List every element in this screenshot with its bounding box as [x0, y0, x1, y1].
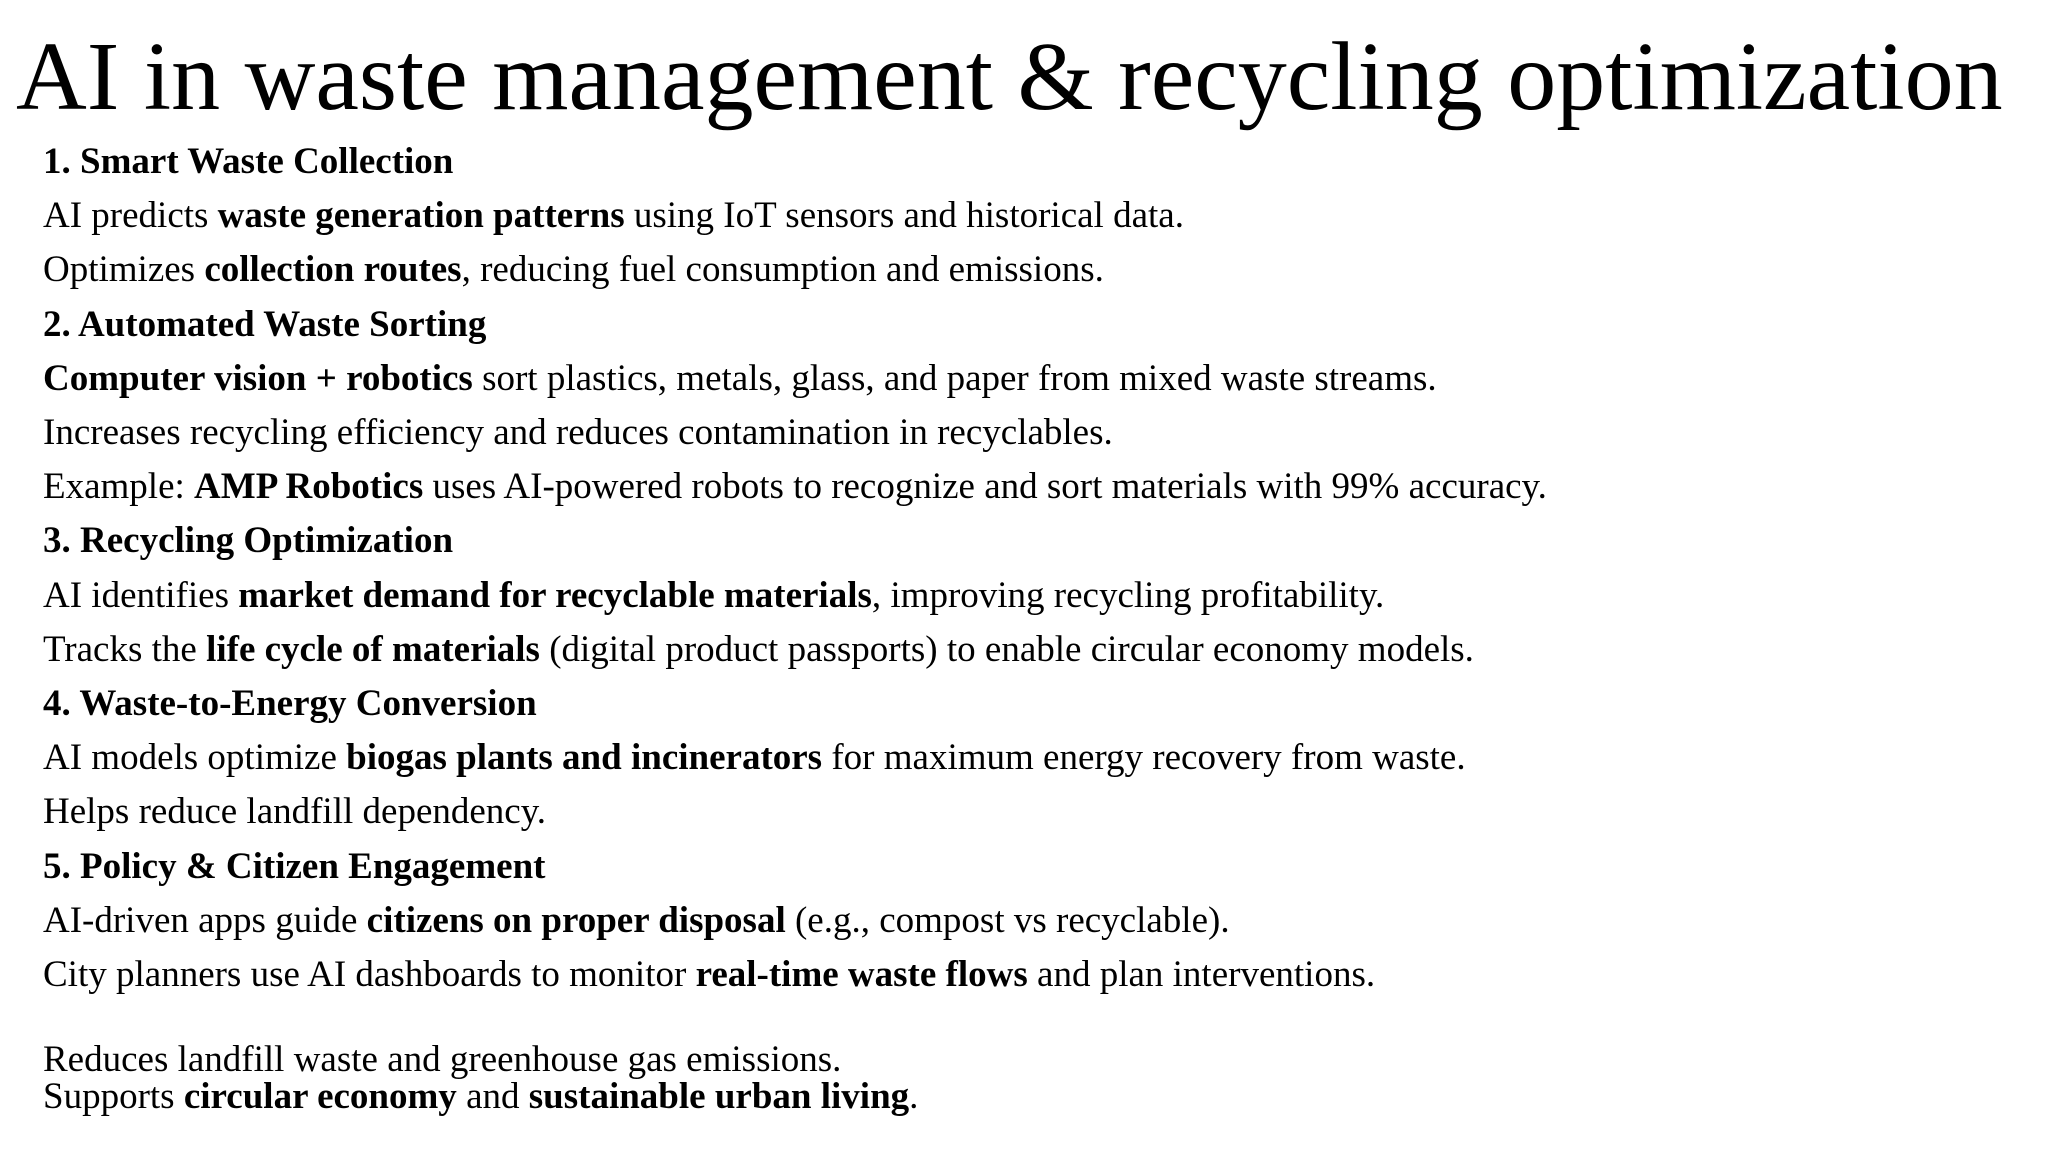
- bullet-line: [43, 460, 2023, 514]
- summary-line: [43, 1041, 2023, 1078]
- text-run: for maximum energy recovery from waste.: [822, 737, 1466, 779]
- text-run: (e.g., compost vs recyclable).: [785, 899, 1230, 941]
- bullet-line: [43, 352, 2023, 406]
- section-heading: 3. Recycling Optimization: [43, 520, 454, 562]
- text-run: AI predicts: [43, 195, 218, 237]
- slide-title: AI in waste management & recycling optimization: [16, 23, 2003, 131]
- section-recycling-optimization: [43, 514, 2023, 677]
- text-run: AI identifies: [43, 574, 239, 616]
- text-run-bold: waste generation patterns: [217, 195, 625, 237]
- section-heading: 2. Automated Waste Sorting: [43, 303, 487, 345]
- bullet-line: [43, 406, 2023, 460]
- bullet-line: [43, 243, 2023, 297]
- text-run: Optimizes: [43, 249, 205, 291]
- text-run: and plan interventions.: [1027, 954, 1376, 996]
- text-run: uses AI-powered robots to recognize and sort materials with 99% accuracy.: [423, 466, 1547, 508]
- section-waste-to-energy: [43, 677, 2023, 840]
- text-run-bold: sustainable urban living: [528, 1076, 910, 1117]
- bullet-line: [43, 948, 2023, 1002]
- text-run: (digital product passports) to enable circular economy models.: [539, 628, 1474, 670]
- text-run: City planners use AI dashboards to monitor: [43, 954, 696, 996]
- section-heading: 1. Smart Waste Collection: [43, 141, 454, 182]
- section-heading: 5. Policy & Citizen Engagement: [43, 845, 546, 887]
- bullet-line: [43, 623, 2023, 677]
- text-run: Tracks the: [43, 628, 207, 670]
- text-run-bold: AMP Robotics: [194, 466, 424, 508]
- text-run-bold: Computer vision + robotics: [43, 357, 473, 399]
- text-run: Supports: [43, 1076, 184, 1117]
- text-run: Increases recycling efficiency and reduces contamination in recyclables.: [43, 412, 1113, 454]
- bullet-line: [43, 731, 2023, 785]
- text-run: Helps reduce landfill dependency.: [43, 791, 547, 833]
- summary-block: [43, 1041, 2023, 1115]
- text-run-bold: citizens on proper disposal: [366, 899, 786, 941]
- text-run-bold: market demand for recyclable materials: [238, 574, 872, 616]
- text-run-bold: biogas plants and incinerators: [346, 737, 823, 779]
- bullet-line: [43, 569, 2023, 623]
- text-run-bold: circular economy: [183, 1076, 457, 1117]
- text-run: Example:: [43, 466, 195, 508]
- text-run: .: [909, 1076, 919, 1117]
- text-run: and: [456, 1076, 529, 1117]
- text-run-bold: life cycle of materials: [206, 628, 540, 670]
- bullet-line: [43, 785, 2023, 839]
- text-run-bold: collection routes: [204, 249, 462, 291]
- section-policy-citizen-engagement: [43, 840, 2023, 1003]
- text-run: , reducing fuel consumption and emissions.: [461, 249, 1104, 291]
- text-run: AI models optimize: [43, 737, 347, 779]
- section-heading: 4. Waste-to-Energy Conversion: [43, 683, 537, 725]
- text-run: sort plastics, metals, glass, and paper from mixed waste streams.: [472, 357, 1437, 399]
- text-run: AI-driven apps guide: [43, 899, 367, 941]
- bullet-line: [43, 189, 2023, 243]
- section-automated-waste-sorting: [43, 298, 2023, 515]
- section-smart-waste-collection: [43, 135, 2023, 298]
- text-run: using IoT sensors and historical data.: [624, 195, 1184, 237]
- text-run-bold: real-time waste flows: [695, 954, 1028, 996]
- slide-body: [43, 135, 2023, 1002]
- summary-line: [43, 1078, 2023, 1115]
- text-run: Reduces landfill waste and greenhouse gas emissions.: [43, 1039, 842, 1080]
- bullet-line: [43, 894, 2023, 948]
- text-run: , improving recycling profitability.: [871, 574, 1385, 616]
